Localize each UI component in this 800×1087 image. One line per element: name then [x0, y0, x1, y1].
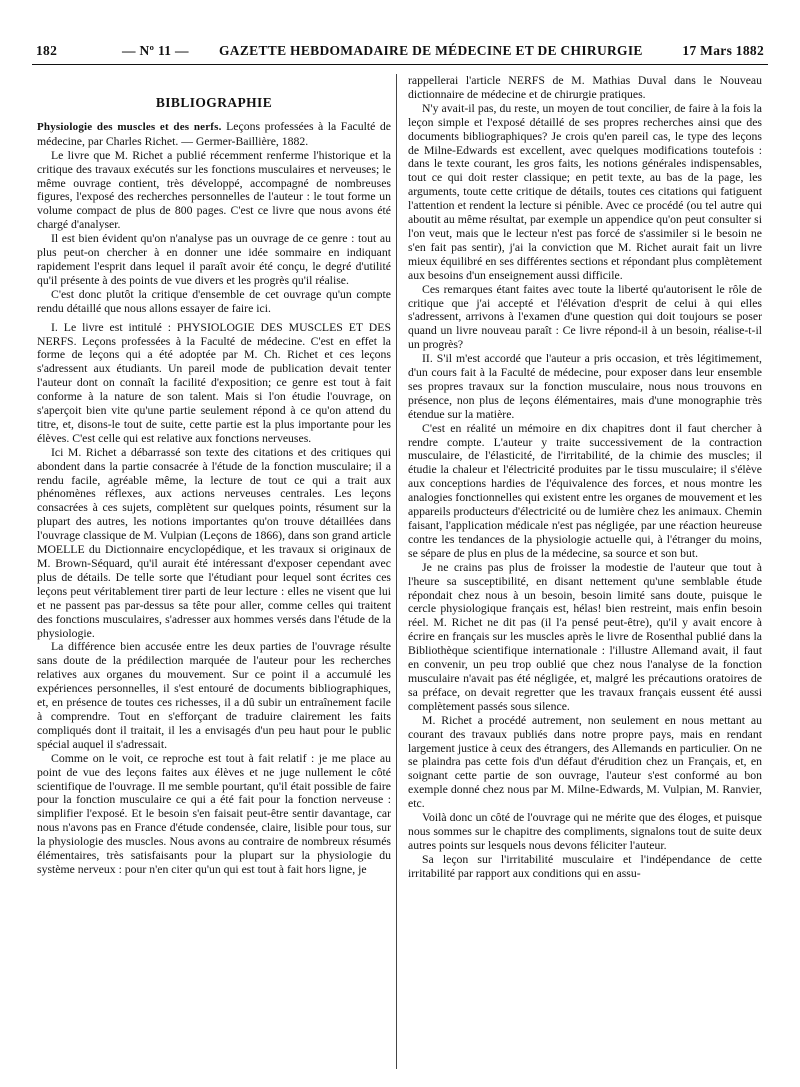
page-header [32, 40, 768, 65]
page-number: 182 [36, 43, 58, 58]
left-column [37, 74, 391, 1074]
paragraph: I. Le livre est intitulé : PHYSIOLOGIE DES MUSCLES ET DES NERFS. Leçons professées à la Faculté de médecine. C'est en effet la forme de leçons qui a été adoptée par M. Ch. Richet et ces leçons s'adressent aux étudiants. Un pareil mode de publication devait tenter l'auteur dont on connaît la facilité d'exposition; ce genre est tout à fait conforme à la nature de son talent. Mais si l'on étudie l'ouvrage, on s'aperçoit bien vite qu'une partie seulement répond à ce qu'on attend du titre, et, disons-le tout de suite, cette partie est la plus importante pour les élèves. C'est celle qui est relative aux fonctions nerveuses. [37, 320, 391, 445]
bibliography-entry [37, 120, 391, 149]
entry-title: Physiologie des muscles et des nerfs. [37, 120, 222, 133]
paragraph: Il est bien évident qu'on n'analyse pas un ouvrage de ce genre : tout au plus peut-on chercher à en donner une idée sommaire en indiquant rapidement l'esprit dans lequel il paraît avoir été conçu, le degré d'utilité qu'il présente à des points de vue divers et les progrès qu'il réalise. [37, 232, 391, 287]
issue-number: — Nº 11 — [122, 43, 189, 58]
paragraph: C'est donc plutôt la critique d'ensemble de cet ouvrage qu'un compte rendu détaillé que nous allons essayer de faire ici. [37, 287, 391, 315]
paragraph: II. S'il m'est accordé que l'auteur a pris occasion, et très légitimement, d'un cours fait à la Faculté de médecine, pour exposer dans leur ensemble ses propres travaux sur la fonction musculaire, nous nous trouvons en présence, non plus de leçons élémentaires, mais d'une monographie très étendue sur la matière. [408, 352, 762, 421]
paragraph: Le livre que M. Richet a publié récemment renferme l'historique et la critique des travaux exécutés sur les fonctions musculaires et nerveuses; le même ouvrage contient, très développé, accompagné de nombreuses figures, l'exposé des recherches personnelles de l'auteur : le tout forme un volume compact de plus de 800 pages. C'est ce livre que nous avons été chargé d'analyser. [37, 148, 391, 232]
paragraph: Voilà donc un côté de l'ouvrage qui ne mérite que des éloges, et puisque nous sommes sur le chapitre des compliments, signalons tout de suite deux autres points sur lesquels nous devons féliciter l'auteur. [408, 811, 762, 852]
paragraph: M. Richet a procédé autrement, non seulement en nous mettant au courant des travaux publiés dans notre propre pays, mais en rendant largement justice à ceux des étrangers, des Allemands en particulier. On ne se plaindra pas cette fois d'un défaut d'érudition chez un Français, et, en soignant cette partie de son ouvrage, l'auteur s'est conformé au bon exemple donné chez nous par M. Milne-Edwards, M. Vulpian, M. Ranvier, etc. [408, 713, 762, 811]
column-divider [396, 74, 397, 1069]
section-title: BIBLIOGRAPHIE [155, 95, 273, 110]
paragraph: rappellerai l'article NERFS de M. Mathias Duval dans le Nouveau dictionnaire de médecine et de chirurgie pratiques. [408, 74, 762, 101]
paragraph: N'y avait-il pas, du reste, un moyen de tout concilier, de faire à la fois la leçon simple et l'exposé détaillé de ses propres recherches ainsi que des documents bibliographiques? Je crois qu'en pareil cas, le type des leçons de Milne-Edwards est excellent, avec quelques modifications toutefois : dans le texte courant, les gros faits, les notions générales indispensables, tout ce qui doit rester classique; en petit texte, au bas de la page, les arguments, toute cette critique de détails, toutes ces citations qui fatiguent l'attention et rendent la lecture si pénible. Avec ce procédé (ou tel autre qui aboutit au même résultat, par exemple un appendice qu'on peut consulter si l'on veut, mais que le lecteur n'est pas forcé de s'assimiler si le besoin ne s'en fait pas sentir), j'ai la conviction que M. Richet aurait fait un livre mieux équilibré en ses différentes sections et répondant plus complètement aux besoins d'un enseignement aussi difficile. [408, 101, 762, 282]
paragraph: La différence bien accusée entre les deux parties de l'ouvrage résulte sans doute de la prédilection marquée de l'auteur pour les recherches relatives aux organes du mouvement. Sur ce point il a accumulé les expériences personnelles, il s'est entouré de documents bibliographiques, et, en présence de toutes ces richesses, il a dû subir un entraînement facile à comprendre. Tout en s'efforçant de traduire clairement les faits compliqués dont il traitait, il les a envisagés d'un peu haut pour le public spécial auquel il s'adressait. [37, 640, 391, 751]
entry-details: Leçons professées à la Faculté de médecine, par Charles Richet. — Germer-Baillière, 1882. [37, 119, 391, 148]
paragraph: Ces remarques étant faites avec toute la liberté qu'autorisent le rôle de critique que j'ai accepté et l'élévation d'esprit de celui à qui elles s'adressent, arrivons à l'examen d'une question qui doit toujours se poser quand un livre nouveau paraît : Ce livre répond-il à un besoin, réalise-t-il un progrès? [408, 282, 762, 352]
paragraph: Sa leçon sur l'irritabilité musculaire et l'indépendance de cette irritabilité par rapport aux conditions qui en assu- [408, 852, 762, 880]
paragraph: Ici M. Richet a débarrassé son texte des citations et des critiques qui abondent dans la partie consacrée à l'étude de la fonction musculaire; il a rendu facile, agréable même, la lecture de tout ce qui a trait aux phénomènes réflexes, aux actions nerveuses centrales. Les leçons consacrées à ces sujets, complètent sur quelques points, résument sur la plupart des autres, les notions importantes qu'on trouve détaillées dans l'ouvrage classique de M. Vulpian (Leçons de 1866), dans son grand article MOELLE du Dictionnaire encyclopédique, et les travaux si originaux de M. Brown-Séquard, qu'il aurait été intéressant d'exposer cependant avec plus de détails. De telle sorte que l'étudiant pour lequel sont écrites ces leçons peut véritablement tirer parti de leur lecture : elles ne visent que lui et ne passent pas par-dessus sa tête pour aller, comme celles qui traitent des fonctions musculaires, s'adresser aux hommes versés dans l'étude de la physiologie. [37, 445, 391, 640]
paragraph: Comme on le voit, ce reproche est tout à fait relatif : je me place au point de vue des leçons faites aux élèves et ne juge nullement le côté scientifique de l'ouvrage. Il me semble pourtant, qu'il était possible de faire pour la fonction musculaire ce qui a été fait pour la fonction nerveuse : simplifier l'exposé. Et le besoin s'en faisait peut-être sentir davantage, car nous n'avons pas en France d'étude condensée, claire, lisible pour tous, sur la physiologie des muscles. Nous avons au contraire de nombreux résumés élémentaires, très satisfaisants pour la plupart sur la physiologie du système nerveux : pour n'en citer qu'un qui est tout à fait hors ligne, je [37, 751, 391, 876]
paragraph: Je ne crains pas plus de froisser la modestie de l'auteur que tout à l'heure sa susceptibilité, en disant nettement qu'une semblable étude répondait chez nous à un besoin, besoin limité sans doute, puisque le cercle physiologique français est, hélas! bien restreint, mais enfin besoin réel. M. Richet ne dit pas (il l'a pensé peut-être), qu'il y avait encore à écrire en français sur les muscles après le livre de Rosenthal publié dans la Bibliothèque scientifique internationale : l'illustre Allemand avait, il faut en convenir, un peu trop oublié que chez nous l'analyse de la fonction musculaire n'avait pas été négligée, et, malgré les précautions oratoires de sa préface, on devait regretter que les travaux français eussent été aussi complètement passés sous silence. [408, 560, 762, 713]
right-column [408, 74, 762, 1074]
issue-date: 17 Mars 1882 [682, 43, 764, 58]
journal-title: GAZETTE HEBDOMADAIRE DE MÉDECINE ET DE CHIRURGIE [219, 43, 643, 58]
paragraph: C'est en réalité un mémoire en dix chapitres dont il faut chercher à rendre compte. L'auteur y traite successivement de la contraction musculaire, de l'élasticité, de l'irritabilité, de la chimie des muscles; il étudie la chaleur et l'électricité produites par le tissu musculaire; il s'élève aux conceptions hardies de l'équivalence des forces, et nous montre les analogies fonctionnelles qui existent entre les organes de mouvement et les appareils producteurs d'électricité ou de lumière chez les animaux. Chemin faisant, l'application médicale n'est pas négligée, par une réaction heureuse contre les tendances de la physiologie actuelle qui, à l'étranger du moins, se sépare de plus en plus de la médecine, sa source et son but. [408, 421, 762, 560]
